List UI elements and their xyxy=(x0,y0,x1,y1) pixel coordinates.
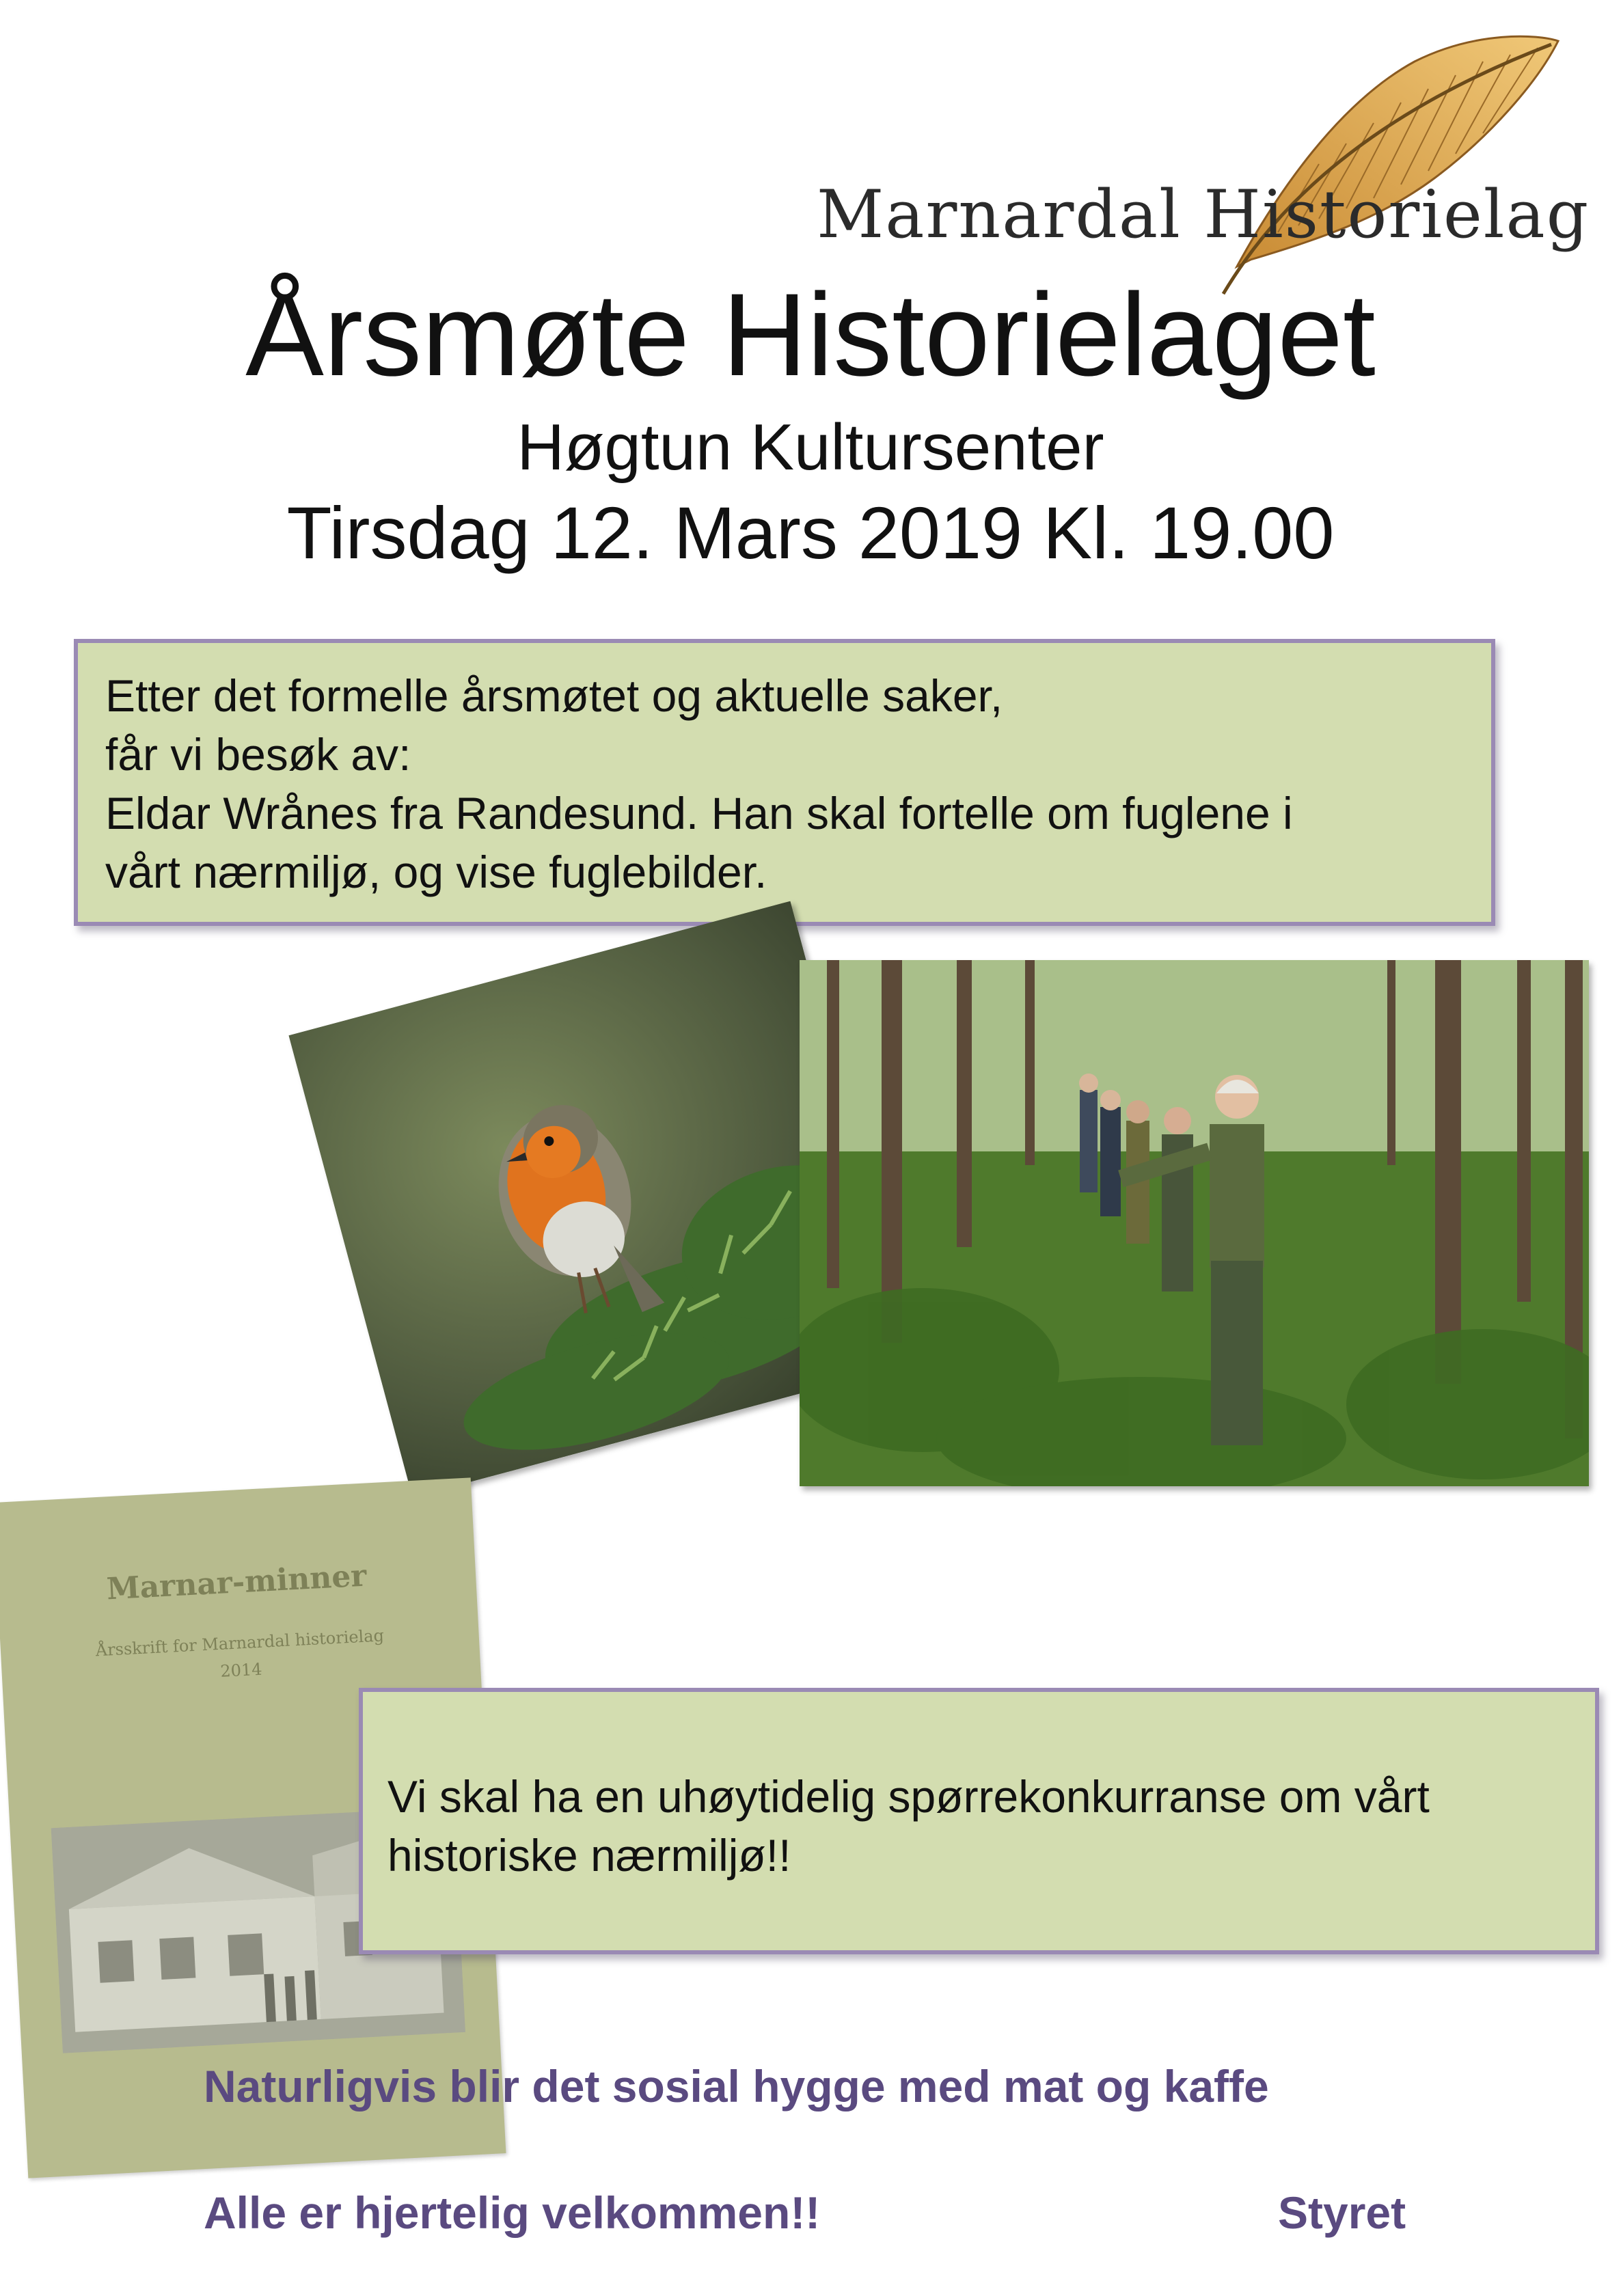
hikers-photo xyxy=(800,960,1589,1486)
quiz-info-box xyxy=(359,1688,1599,1954)
page-title: Årsmøte Historielaget xyxy=(245,269,1376,400)
logo-feather-icon xyxy=(800,20,1599,308)
logo-text: Marnardal Historielag xyxy=(817,176,1590,253)
signature: Styret xyxy=(1278,2187,1406,2238)
program-line-4: vårt nærmiljø, og vise fuglebilder. xyxy=(105,847,767,897)
quiz-line-1: Vi skal ha en uhøytidelig spørrekonkurranse om vårt xyxy=(387,1771,1430,1822)
hygge-note: Naturligvis blir det sosial hygge med mat og kaffe xyxy=(204,2061,1269,2112)
quiz-line-2: historiske nærmiljø!! xyxy=(387,1830,791,1881)
book-title: Marnar-minner xyxy=(105,1558,368,1607)
event-datetime: Tirsdag 12. Mars 2019 Kl. 19.00 xyxy=(286,491,1335,574)
program-line-1: Etter det formelle årsmøtet og aktuelle saker, xyxy=(105,670,1003,721)
book-subtitle: Årsskrift for Marnardal historielag xyxy=(95,1626,385,1660)
program-info-box xyxy=(74,639,1495,926)
program-line-3: Eldar Wrånes fra Randesund. Han skal fortelle om fuglene i xyxy=(105,788,1293,838)
book-year: 2014 xyxy=(219,1659,263,1681)
venue: Høgtun Kultursenter xyxy=(517,411,1104,484)
welcome-note: Alle er hjertelig velkommen!! xyxy=(204,2187,821,2238)
program-line-2: får vi besøk av: xyxy=(105,729,411,780)
